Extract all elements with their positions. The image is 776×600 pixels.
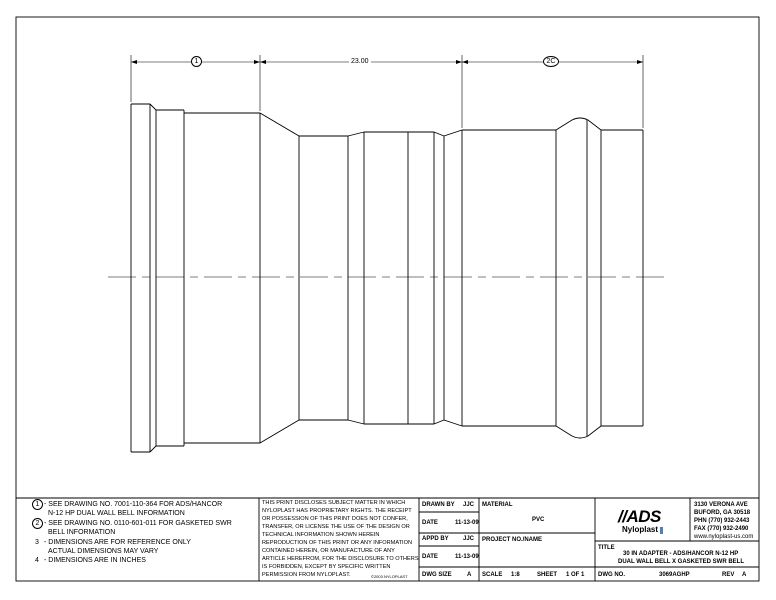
adapter-left-bell — [131, 104, 260, 452]
note-3-number: 3 — [35, 539, 39, 546]
note-1-cont: N-12 HP DUAL WALL BELL INFORMATION — [48, 510, 185, 517]
logo-slashes-icon: // — [618, 507, 627, 526]
address-line: FAX (770) 932-2490 — [694, 526, 749, 532]
drawn-by-value: JJC — [463, 502, 475, 508]
copyright: ©2003 NYLOPLAST — [371, 574, 408, 579]
title-label: TITLE — [598, 545, 615, 551]
scale-label: SCALE — [482, 572, 503, 578]
dwg-no-label: DWG NO. — [598, 572, 625, 578]
disclaimer-line: NYLOPLAST HAS PROPRIETARY RIGHTS. THE RECEIPT — [262, 508, 412, 514]
disclaimer-line: OR POSSESSION OF THIS PRINT DOES NOT CONFER, — [262, 516, 408, 522]
logo-ads: ADS — [626, 507, 661, 526]
dimension-tag-2c: 2C — [543, 56, 559, 67]
appd-by-label: APPD BY — [422, 536, 449, 542]
note-2-cont: BELL INFORMATION — [48, 529, 116, 536]
logo-ads-text — [618, 508, 661, 525]
address-line: 3130 VERONA AVE — [694, 502, 748, 508]
project-label: PROJECT NO./NAME — [482, 537, 543, 543]
date-label-2: DATE — [422, 554, 438, 560]
logo-mark-icon — [660, 527, 663, 534]
title-line-1: 30 IN ADAPTER - ADS/HANCOR N-12 HP — [623, 551, 739, 557]
dimension-23: 23.00 — [351, 58, 369, 65]
dwg-size-value: A — [467, 572, 472, 578]
dimension-tag-1: 1 — [191, 56, 202, 67]
note-3-cont: ACTUAL DIMENSIONS MAY VARY — [48, 548, 159, 555]
note-2-number: 2 — [32, 518, 43, 529]
material-label: MATERIAL — [482, 502, 513, 508]
logo-nyloplast: Nyloplast — [622, 525, 659, 534]
rev-label: REV — [722, 572, 735, 578]
disclaimer-line: THIS PRINT DISCLOSES SUBJECT MATTER IN WHICH — [262, 500, 406, 506]
dwg-no-value: 3069AGHP — [659, 572, 690, 578]
appd-by-value: JJC — [463, 536, 475, 542]
adapter-right-bell — [462, 118, 643, 438]
note-4-number: 4 — [35, 557, 39, 564]
date-label-1: DATE — [422, 520, 438, 526]
date-value-2: 11-13-09 — [455, 554, 479, 560]
sheet-value: 1 OF 1 — [566, 572, 585, 578]
sheet-border — [16, 17, 759, 581]
note-4-text: - DIMENSIONS ARE IN INCHES — [44, 557, 146, 564]
scale-value: 1:8 — [511, 572, 520, 578]
note-2-text: - SEE DRAWING NO. 0110-601-011 FOR GASKETED SWR — [44, 520, 232, 527]
drawn-by-label: DRAWN BY — [422, 502, 455, 508]
rev-value: A — [742, 572, 747, 578]
disclaimer-line: CONTAINED HEREIN, OR MANUFACTURE OF ANY — [262, 548, 395, 554]
disclaimer-line: ARTICLE HEREFROM, FOR THE DISCLOSURE TO OTHERS — [262, 556, 419, 562]
disclaimer-line: IS FORBIDDEN, EXCEPT BY SPECIFIC WRITTEN — [262, 564, 391, 570]
address-line: www.nyloplast-us.com — [694, 534, 754, 540]
disclaimer-line: PERMISSION FROM NYLOPLAST. — [262, 572, 351, 578]
disclaimer-line: TECHNICAL INFORMATION SHOWN HEREIN — [262, 532, 380, 538]
adapter-transition — [260, 113, 462, 443]
address-line: PHN (770) 932-2443 — [694, 518, 750, 524]
address-line: BUFORD, GA 30518 — [694, 510, 751, 516]
disclaimer-line: TRANSFER, OR LICENSE THE USE OF THE DESIGN OR — [262, 524, 410, 530]
disclaimer-line: REPRODUCTION OF THIS PRINT OR ANY INFORMATION — [262, 540, 413, 546]
note-1-text: - SEE DRAWING NO. 7001-110-364 FOR ADS/HANCOR — [44, 501, 223, 508]
dwg-size-label: DWG SIZE — [422, 572, 452, 578]
sheet-label: SHEET — [537, 572, 558, 578]
material-value: PVC — [532, 517, 545, 523]
date-value-1: 11-13-09 — [455, 520, 479, 526]
note-1-number: 1 — [32, 499, 43, 510]
title-line-2: DUAL WALL BELL X GASKETED SWR BELL — [618, 559, 745, 565]
note-3-text: - DIMENSIONS ARE FOR REFERENCE ONLY — [44, 539, 191, 546]
dimension-lines — [131, 55, 643, 128]
